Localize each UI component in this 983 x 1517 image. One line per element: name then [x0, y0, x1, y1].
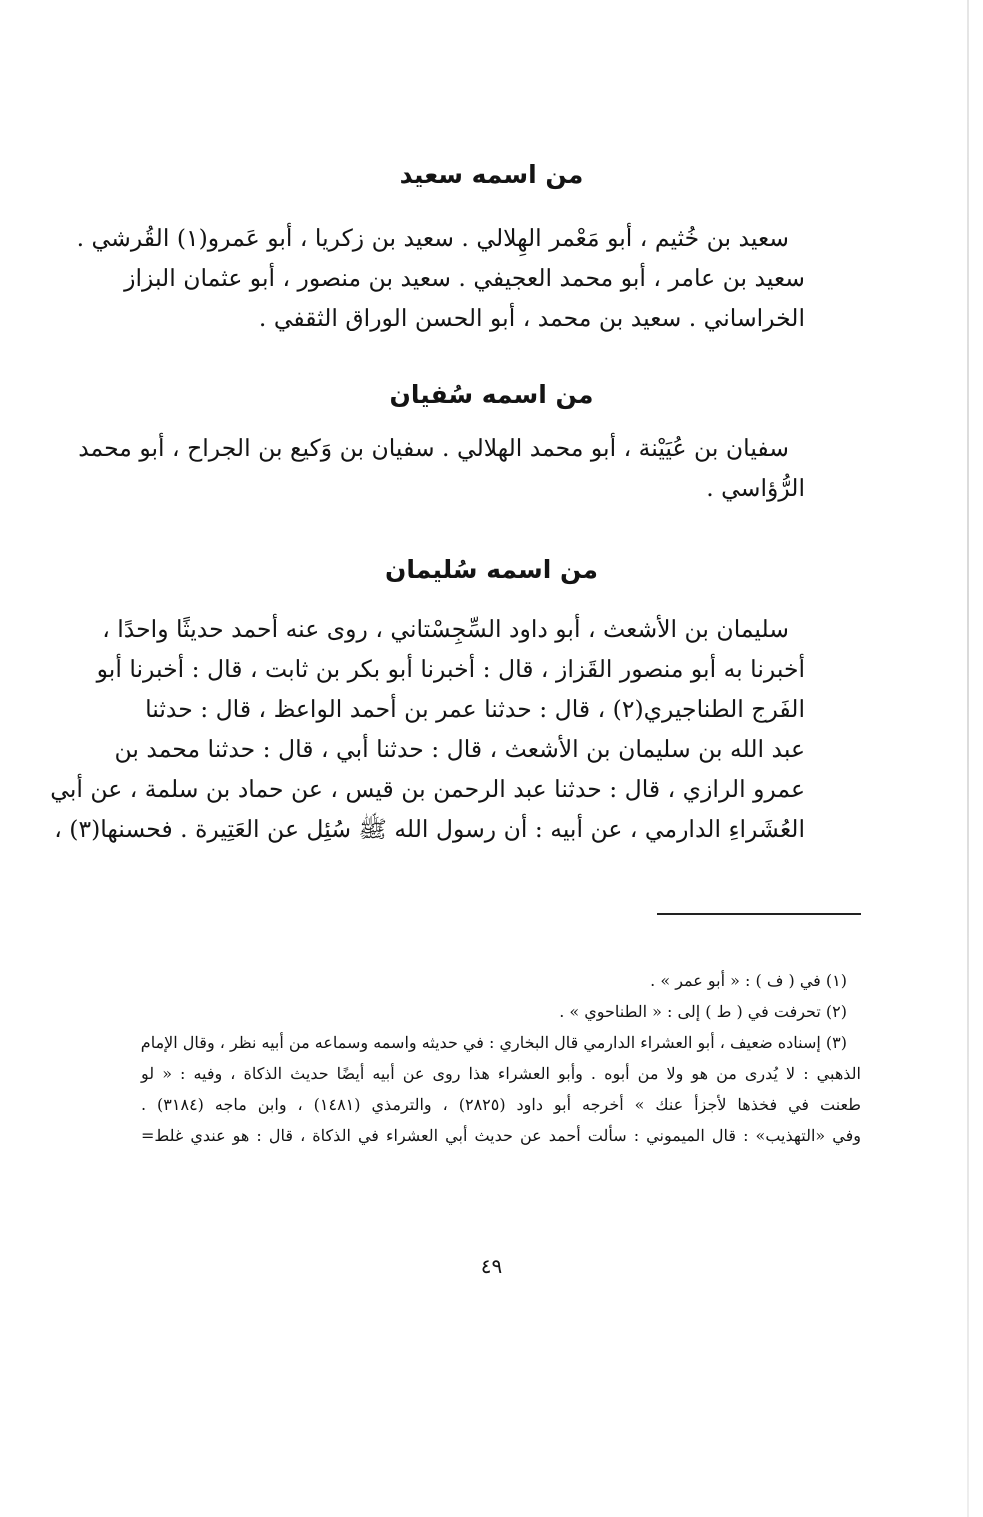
text-line: العُشَراءِ الدارمي ، عن أبيه : أن رسول الله ﷺ سُئِل عن العَتِيرة . فحسنها(٣) ،	[54, 815, 805, 843]
text-line: أخبرنا به أبو منصور القَزاز ، قال : أخبرنا أبو بكر بن ثابت ، قال : أخبرنا أبو	[96, 655, 805, 683]
footnote-1: (١) في ( ف ) : « أبو عمر » .	[650, 971, 847, 990]
text-line: سعيد بن خُثيم ، أبو مَعْمر الهِلالي . سعيد بن زكريا ، أبو عَمرو(١) القُرشي .	[76, 224, 789, 252]
text-line: الخراساني . سعيد بن محمد ، أبو الحسن الوراق الثقفي .	[258, 304, 805, 332]
scan-edge	[967, 0, 969, 1517]
footnote-3-continued: الذهبي : لا يُدرى من هو ولا من أبوه . وأبو العشراء هذا روى عن أبيه أيضًا حديث الذكاة ، وفيه : « لو	[141, 1064, 861, 1083]
text-line: سفيان بن عُيَيْنة ، أبو محمد الهلالي . سفيان بن وَكيع بن الجراح ، أبو محمد	[78, 434, 789, 462]
text-line: الرُّؤاسي .	[706, 474, 805, 502]
text-line: عمرو الرازي ، قال : حدثنا عبد الرحمن بن قيس ، عن حماد بن سلمة ، عن أبي	[50, 775, 805, 803]
text-line: سعيد بن عامر ، أبو محمد العجيفي . سعيد بن منصور ، أبو عثمان البزاز	[124, 264, 805, 292]
section-heading-sulayman: من اسمه سُليمان	[385, 555, 598, 584]
section-body-sufyan	[78, 428, 805, 508]
footnote-separator	[657, 913, 861, 915]
text-line: سليمان بن الأشعث ، أبو داود السِّجِسْتاني ، روى عنه أحمد حديثًا واحدًا ،	[102, 615, 789, 643]
section-heading-saeed: من اسمه سعيد	[399, 160, 584, 189]
footnote-3-continued: وفي «التهذيب» : قال الميموني : سألت أحمد عن حديث أبي العشراء في الذكاة ، قال : هو عندي غلط=	[141, 1126, 861, 1145]
section-body-saeed	[76, 218, 805, 338]
section-body-sulayman	[50, 609, 805, 849]
footnote-3: (٣) إسناده ضعيف ، أبو العشراء الدارمي قال البخاري : في حديثه واسمه وسماعه من أبيه نظر ، وقال الإمام	[140, 1033, 847, 1052]
page-number: ٤٩	[480, 1254, 503, 1278]
footnotes	[141, 965, 861, 1151]
text-line: الفَرج الطناجيري(٢) ، قال : حدثنا عمر بن أحمد الواعظ ، قال : حدثنا	[145, 695, 805, 723]
footnote-2: (٢) تحرفت في ( ط ) إلى : « الطناحوي » .	[559, 1002, 847, 1021]
text-line: عبد الله بن سليمان بن الأشعث ، قال : حدثنا أبي ، قال : حدثنا محمد بن	[114, 735, 805, 763]
section-heading-sufyan: من اسمه سُفيان	[389, 380, 594, 409]
footnote-3-continued: طعنت في فخذها لأجزأ عنك » أخرجه أبو داود (٢٨٢٥) ، والترمذي (١٤٨١) ، وابن ماجه (٣١٨٤) .	[141, 1095, 862, 1114]
